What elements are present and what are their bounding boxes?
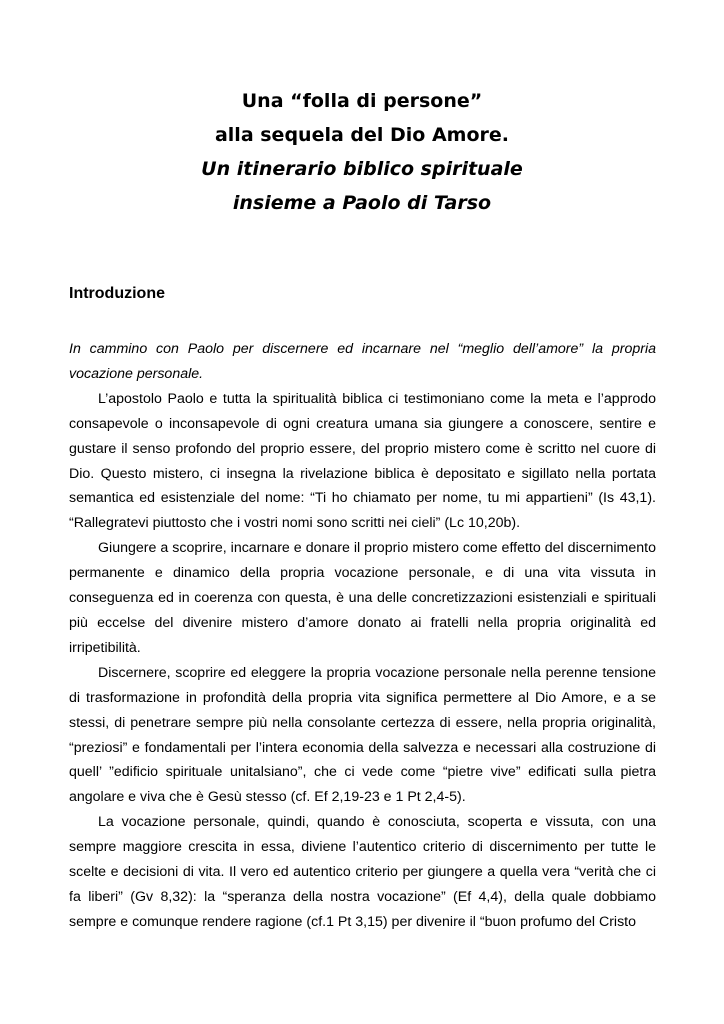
document-title <box>0 84 724 220</box>
intro-paragraph: In cammino con Paolo per discernere ed incarnare nel “meglio dell’amore” la propria vocazione personale. <box>69 341 656 382</box>
title-line-4: insieme a Paolo di Tarso <box>232 192 492 214</box>
paragraph-2: Giungere a scoprire, incarnare e donare il proprio mistero come effetto del discernimento permanente e dinamico della propria vocazione personale, e di una vita vissuta in conseguenza ed in coerenza con questa, è una delle concretizzazioni esistenziali e spirituali più eccelse del divenire mistero d’amore donato ai fratelli nella propria originalità ed irripetibilità. <box>69 540 656 656</box>
paragraph-4: La vocazione personale, quindi, quando è conosciuta, scoperta e vissuta, con una sempre maggiore crescita in essa, diviene l’autentico criterio di discernimento per tutte le scelte e decisioni di vita. Il vero ed autentico criterio per giungere a quella vera “verità che ci fa liberi” (Gv 8,32): la “speranza della nostra vocazione” (Ef 4,4), della quale dobbiamo sempre e comunque rendere ragione (cf.1 Pt 3,15) per divenire il “buon profumo del Cristo <box>69 814 656 930</box>
paragraph-3: Discernere, scoprire ed eleggere la propria vocazione personale nella perenne tensione di trasformazione in profondità della propria vita significa permettere al Dio Amore, e a se stessi, di penetrare sempre più nella consolante certezza di essere, nella propria originalità, “preziosi” e fondamentali per l’intera economia della salvezza e necessari alla costruzione di quell’ ”edificio spirituale unitalsiano”, che ci vede come “pietre vive” edificati sulla pietra angolare e viva che è Gesù stesso (cf. Ef 2,19-23 e 1 Pt 2,4-5). <box>69 664 656 806</box>
title-line-2: alla sequela del Dio Amore. <box>214 124 510 146</box>
title-line-3: Un itinerario biblico spirituale <box>201 158 523 180</box>
section-heading: Introduzione <box>69 285 165 302</box>
body-text <box>69 337 656 935</box>
paragraph-1: L’apostolo Paolo e tutta la spiritualità biblica ci testimoniano come la meta e l’approdo consapevole o inconsapevole di ogni creatura umana sia giungere a conoscere, sentire e gustare il senso profondo del proprio essere, del proprio mistero come è scritto nel cuore di Dio. Questo mistero, ci insegna la rivelazione biblica è depositato e sigillato nella portata semantica ed esistenziale del nome: “Ti ho chiamato per nome, tu mi appartieni” (Is 43,1). “Rallegratevi piuttosto che i vostri nomi sono scritti nei cieli” (Lc 10,20b). <box>69 390 656 532</box>
title-line-1: Una “folla di persone” <box>241 90 483 112</box>
